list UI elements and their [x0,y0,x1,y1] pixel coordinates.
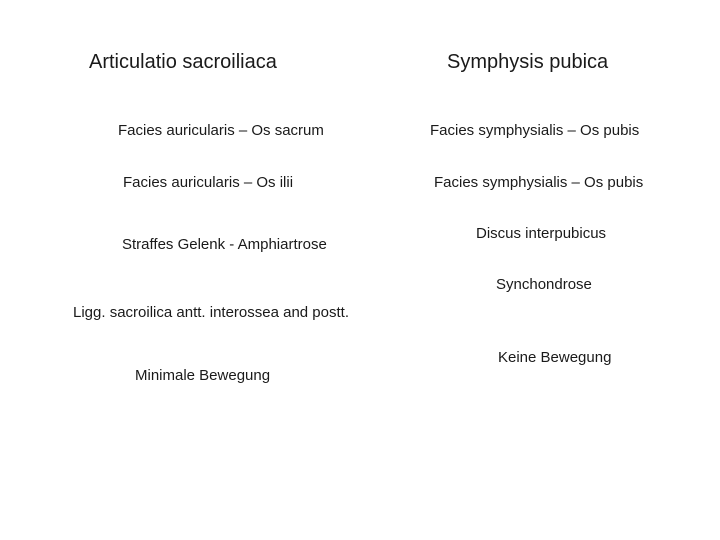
left-item-3: Straffes Gelenk - Amphiartrose [122,236,327,253]
right-item-2: Facies symphysialis – Os pubis [434,174,644,191]
right-item-1: Facies symphysialis – Os pubis [430,122,640,139]
left-item-5: Minimale Bewegung [135,367,271,384]
right-item-3: Discus interpubicus [476,225,607,242]
left-item-1: Facies auricularis – Os sacrum [118,122,324,139]
right-item-4: Synchondrose [496,276,592,293]
left-item-2: Facies auricularis – Os ilii [123,174,294,191]
right-column-heading: Symphysis pubica [447,51,609,73]
right-item-5: Keine Bewegung [498,349,612,366]
left-column-heading: Articulatio sacroiliaca [89,51,277,73]
left-item-4: Ligg. sacroilica antt. interossea and postt. [73,304,349,321]
